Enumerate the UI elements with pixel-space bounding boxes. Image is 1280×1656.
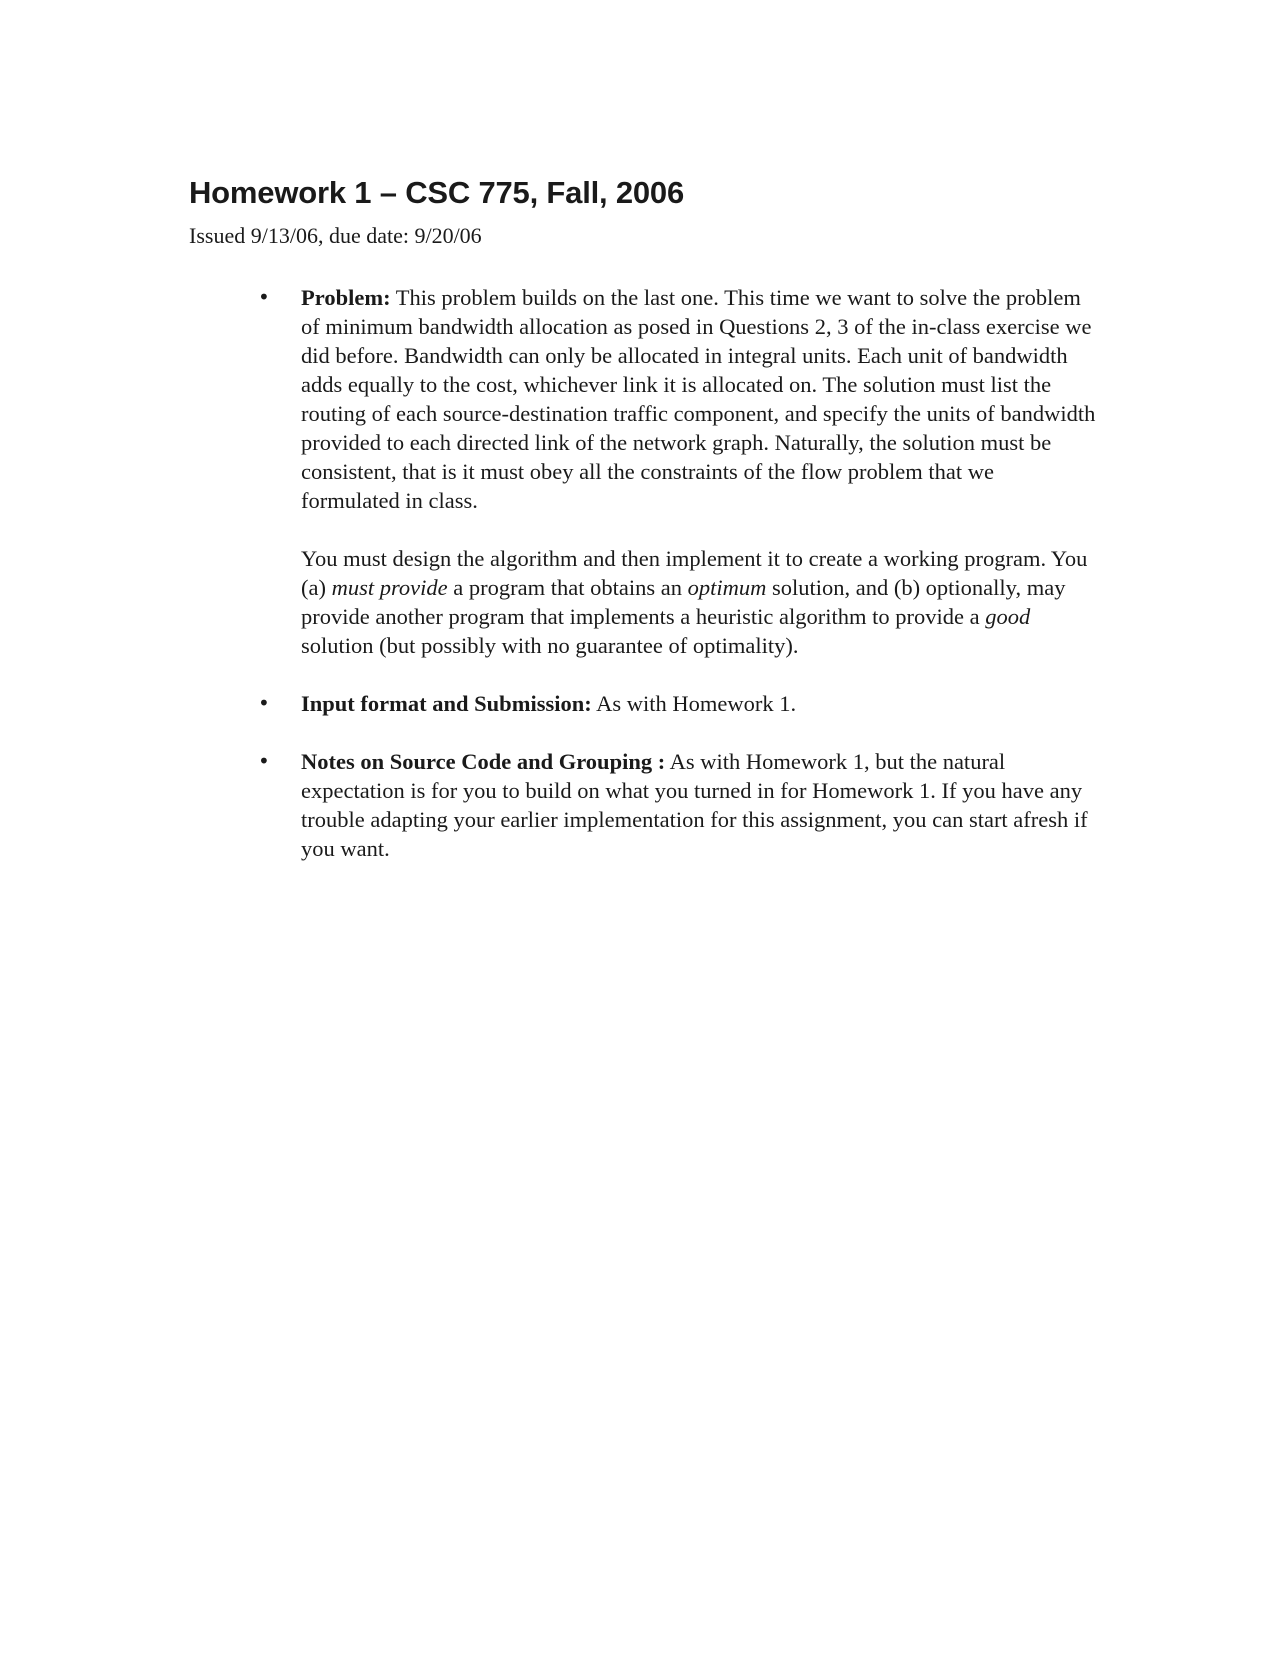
emphasis-must-provide: must provide	[331, 575, 448, 600]
notes-text: As with Homework 1, but the natural expectation is for you to build on what you turned in for Homework 1. If you have any trouble adapting your earlier implementation for this assignment, you can start afresh if you want.	[301, 749, 1088, 861]
bullet-icon: •	[258, 691, 270, 715]
notes-label: Notes on Source Code and Grouping :	[301, 749, 666, 774]
list-item-problem	[258, 283, 1098, 660]
algorithm-text-2: a program that obtains an	[447, 575, 688, 600]
problem-label: Problem:	[301, 285, 391, 310]
algorithm-text-3: solution, and (b) optionally, may provide another program that implements a heuristic algorithm to provide a	[301, 575, 1066, 629]
requirements-list	[258, 283, 1098, 892]
input-format-label: Input format and Submission:	[301, 691, 592, 716]
input-format-paragraph	[301, 689, 1098, 718]
algorithm-text-4: solution (but possibly with no guarantee of optimality).	[301, 633, 799, 658]
algorithm-text-1: You must design the algorithm and then implement it to create a working program. You (a)	[301, 546, 1088, 600]
bullet-icon: •	[258, 285, 270, 309]
notes-paragraph	[301, 747, 1098, 863]
input-format-text: As with Homework 1.	[591, 691, 797, 716]
algorithm-paragraph	[301, 544, 1098, 660]
list-item-input-format	[258, 689, 1098, 718]
page-title: Homework 1 – CSC 775, Fall, 2006	[189, 175, 685, 210]
list-item-notes	[258, 747, 1098, 863]
issued-date-line: Issued 9/13/06, due date: 9/20/06	[189, 223, 482, 248]
emphasis-good: good	[985, 604, 1031, 629]
bullet-icon: •	[258, 749, 270, 773]
problem-paragraph	[301, 283, 1098, 515]
problem-text: This problem builds on the last one. This time we want to solve the problem of minimum bandwidth allocation as posed in Questions 2, 3 of the in-class exercise we did before. Bandwidth can only be allocated in integral units. Each unit of bandwidth adds equally to the cost, whichever link it is allocated on. The solution must list the routing of each source-destination traffic component, and specify the units of bandwidth provided to each directed link of the network graph. Naturally, the solution must be consistent, that is it must obey all the constraints of the flow problem that we formulated in class.	[301, 285, 1096, 513]
emphasis-optimum: optimum	[687, 575, 767, 600]
